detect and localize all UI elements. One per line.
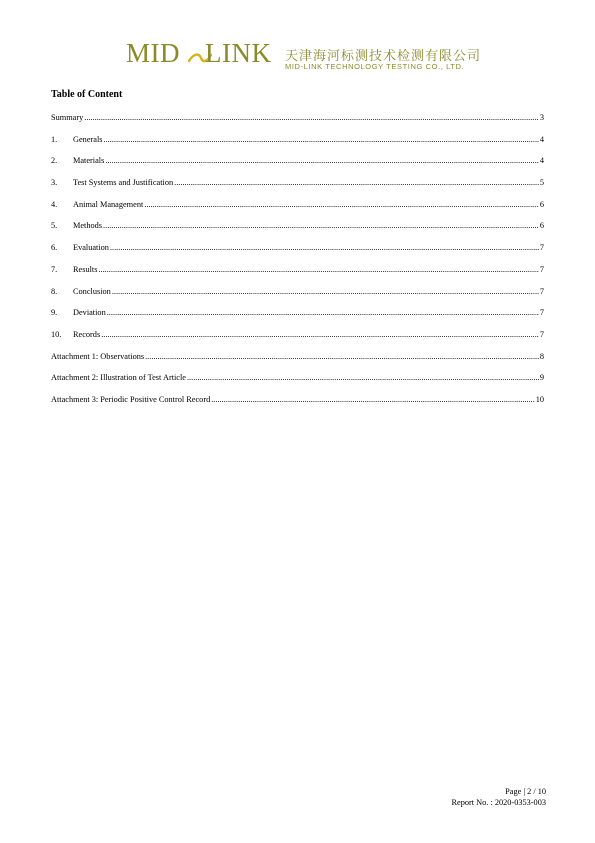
toc-dot-leader [84,113,539,122]
toc-entry[interactable] [51,221,544,243]
toc-dot-leader [104,135,539,144]
toc-dot-leader [211,395,534,404]
report-number: Report No. : 2020-0353-003 [451,798,546,807]
toc-entry-number: 5. [51,221,58,231]
toc-dot-leader [145,352,539,361]
toc-entry-label: Test Systems and Justification [73,178,174,188]
toc-entry[interactable] [51,308,544,330]
toc-entry-page: 4 [539,134,544,144]
toc-entry[interactable] [51,156,544,178]
page-number: Page | 2 / 10 [505,787,546,796]
company-name-english: MID-LINK TECHNOLOGY TESTING CO., LTD. [285,62,465,71]
toc-entry-page: 7 [539,308,544,318]
toc-entry-page: 5 [539,178,544,188]
toc-entry-number: 3. [51,178,58,188]
toc-entry-label: Methods [73,221,103,231]
toc-entry-page: 7 [539,243,544,253]
toc-entry-page: 8 [539,351,544,361]
toc-entry-number: 10. [51,329,62,339]
toc-entry[interactable] [51,373,544,395]
page-footer [452,786,546,808]
toc-entry-page: 7 [539,264,544,274]
page-header [0,38,595,78]
toc-entry-page: 7 [539,286,544,296]
logo-text-mid: MID [126,38,180,68]
toc-entry[interactable] [51,330,544,352]
toc-entry-label: Attachment 2: Illustration of Test Article [51,373,186,383]
toc-entry-label: Evaluation [73,243,109,253]
toc-entry-page: 7 [539,329,544,339]
toc-entry-label: Records [73,329,101,339]
toc-entry-label: Conclusion [73,286,111,296]
toc-entry[interactable] [51,178,544,200]
toc-dot-leader [110,243,539,252]
toc-entry-label: Animal Management [73,199,144,209]
toc-entry[interactable] [51,287,544,309]
toc-entry[interactable] [51,395,544,417]
toc-entry-number: 1. [51,134,58,144]
toc-entry-page: 10 [535,394,544,404]
toc-dot-leader [112,287,539,296]
toc-entry-page: 3 [539,113,544,122]
company-name-chinese: 天津海河标测技术检测有限公司 [285,49,482,64]
toc-entry-label: Generals [73,134,103,144]
toc-dot-leader [174,178,539,187]
toc-title: Table of Content [51,89,123,100]
toc-dot-leader [101,330,539,339]
table-of-contents [51,113,544,417]
toc-entry-number: 9. [51,308,58,318]
toc-dot-leader [107,308,539,317]
toc-dot-leader [98,265,538,274]
toc-entry[interactable] [51,135,544,157]
toc-entry-label: Attachment 3: Periodic Positive Control Record [51,394,211,404]
toc-entry-label: Results [73,264,98,274]
toc-dot-leader [187,373,539,382]
toc-entry[interactable] [51,200,544,222]
logo-text-link: LINK [205,38,272,68]
toc-entry-page: 4 [539,156,544,166]
toc-entry[interactable] [51,352,544,374]
toc-entry-number: 6. [51,243,58,253]
toc-entry[interactable] [51,113,544,135]
toc-entry-number: 7. [51,264,58,274]
toc-entry-label: Materials [73,156,105,166]
toc-entry-label: Deviation [73,308,106,318]
toc-dot-leader [103,221,539,230]
toc-entry-label: Attachment 1: Observations [51,351,145,361]
toc-dot-leader [144,200,539,209]
toc-entry-page: 9 [539,373,544,383]
toc-entry[interactable] [51,265,544,287]
toc-entry-label: Summary [51,113,84,122]
toc-entry[interactable] [51,243,544,265]
toc-entry-number: 2. [51,156,58,166]
toc-dot-leader [105,156,539,165]
toc-entry-number: 4. [51,199,58,209]
toc-entry-page: 6 [539,221,544,231]
toc-entry-number: 8. [51,286,58,296]
toc-entry-page: 6 [539,199,544,209]
